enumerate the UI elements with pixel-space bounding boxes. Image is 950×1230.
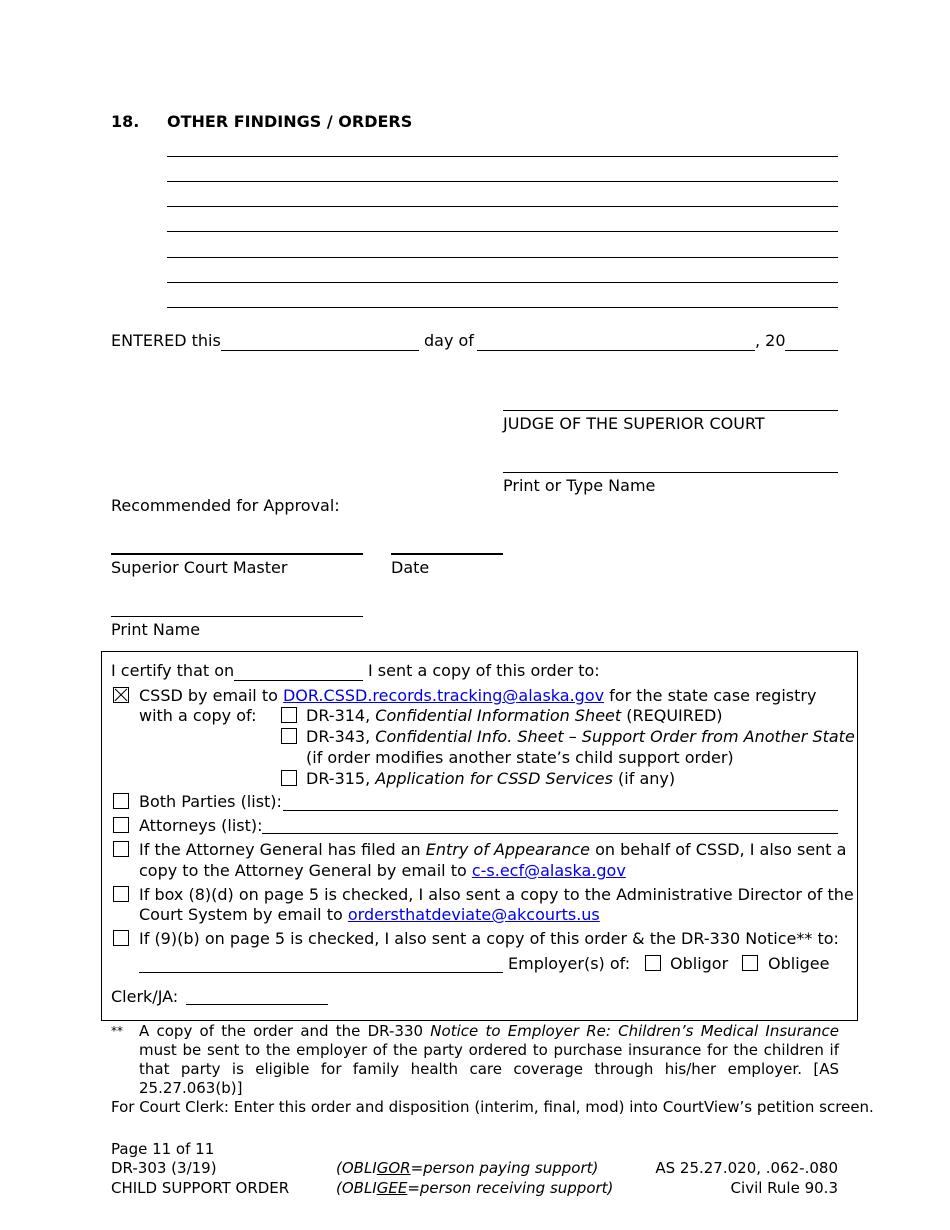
- clerk-line[interactable]: [186, 1004, 328, 1005]
- obligee-checkbox[interactable]: [742, 955, 758, 971]
- attorneys-checkbox[interactable]: [113, 817, 129, 833]
- master-date-line[interactable]: [391, 553, 503, 555]
- master-name-line[interactable]: [111, 616, 363, 617]
- page-number: Page 11 of 11: [111, 1140, 215, 1158]
- certify-intro: I certify that on: [111, 661, 235, 680]
- both-parties-label: Both Parties (list):: [139, 792, 282, 811]
- recommended-label: Recommended for Approval:: [111, 496, 340, 515]
- ag-line-1: If the Attorney General has filed an Entry of Appearance on behalf of CSSD, I also sent a: [139, 840, 847, 859]
- ag-checkbox[interactable]: [113, 841, 129, 857]
- dr315-checkbox[interactable]: [281, 770, 297, 786]
- attorneys-label: Attorneys (list):: [139, 816, 263, 835]
- print-name-label: Print Name: [111, 620, 201, 639]
- ag-line-2: copy to the Attorney General by email to c-s.ecf@alaska.gov: [139, 861, 626, 880]
- dr343-checkbox[interactable]: [281, 728, 297, 744]
- entered-label: ENTERED this: [111, 331, 221, 350]
- obligor-definition: (OBLIGOR=person paying support): [336, 1159, 599, 1177]
- judge-label: JUDGE OF THE SUPERIOR COURT: [503, 414, 765, 433]
- master-label: Superior Court Master: [111, 558, 288, 577]
- box9-label: If (9)(b) on page 5 is checked, I also sent a copy of this order & the DR-330 Notice** to:: [139, 929, 839, 948]
- certify-date-line[interactable]: [234, 680, 363, 681]
- judge-signature-line[interactable]: [503, 410, 838, 411]
- obligor-label: Obligor: [670, 954, 729, 973]
- clerk-note: For Court Clerk: Enter this order and disposition (interim, final, mod) into CourtView’s petition screen.: [111, 1098, 874, 1116]
- cssd-email-link[interactable]: DOR.CSSD.records.tracking@alaska.gov: [282, 686, 605, 705]
- day-of-label: day of: [424, 331, 474, 350]
- dr343-label: DR-343, Confidential Info. Sheet – Support Order from Another State: [306, 727, 855, 746]
- cssd-checkbox[interactable]: [113, 687, 129, 703]
- attorneys-line[interactable]: [262, 833, 838, 834]
- box8-checkbox[interactable]: [113, 886, 129, 902]
- footnote-text: A copy of the order and the DR-330 Notice to Employer Re: Children’s Medical Insurance must be sent to the employer of the party ordered to purchase insurance for the children if that party is eligible for family health care coverage through his/her employer. [AS 25.27.063(b)]: [139, 1022, 839, 1097]
- box9-checkbox[interactable]: [113, 930, 129, 946]
- box8-line-2: Court System by email to ordersthatdeviate@akcourts.us: [139, 905, 600, 924]
- dr314-checkbox[interactable]: [281, 707, 297, 723]
- print-type-name-label: Print or Type Name: [503, 476, 656, 495]
- ag-email-link[interactable]: c-s.ecf@alaska.gov: [471, 861, 626, 880]
- obligee-definition: (OBLIGEE=person receiving support): [336, 1179, 614, 1197]
- clerk-label: Clerk/JA:: [111, 987, 179, 1006]
- cssd-line: CSSD by email to DOR.CSSD.records.tracking@alaska.gov for the state case registry: [139, 686, 817, 705]
- statute-ref: AS 25.27.020, .062-.080: [655, 1159, 838, 1177]
- date-label: Date: [391, 558, 430, 577]
- both-parties-checkbox[interactable]: [113, 793, 129, 809]
- dr343-note: (if order modifies another state’s child support order): [306, 748, 734, 767]
- employer-line[interactable]: [139, 972, 503, 973]
- year-prefix: , 20: [755, 331, 786, 350]
- box8-line-1: If box (8)(d) on page 5 is checked, I also sent a copy to the Administrative Director of the: [139, 885, 854, 904]
- certify-intro-end: I sent a copy of this order to:: [368, 661, 600, 680]
- form-title: CHILD SUPPORT ORDER: [111, 1179, 290, 1197]
- footnote-stars: **: [111, 1024, 123, 1038]
- box8-email-link[interactable]: ordersthatdeviate@akcourts.us: [347, 905, 600, 924]
- dr315-label: DR-315, Application for CSSD Services (if any): [306, 769, 676, 788]
- master-signature-line[interactable]: [111, 553, 363, 555]
- judge-name-line[interactable]: [503, 472, 838, 473]
- entered-month-line[interactable]: [477, 350, 755, 351]
- entered-year-line[interactable]: [785, 350, 838, 351]
- obligee-label: Obligee: [768, 954, 830, 973]
- form-number: DR-303 (3/19): [111, 1159, 217, 1177]
- entered-day-line[interactable]: [221, 350, 419, 351]
- dr314-label: DR-314, Confidential Information Sheet (REQUIRED): [306, 706, 723, 725]
- employer-label: Employer(s) of:: [508, 954, 631, 973]
- section-title: OTHER FINDINGS / ORDERS: [167, 112, 413, 131]
- both-parties-line[interactable]: [283, 810, 838, 811]
- section-number: 18.: [111, 112, 140, 131]
- rule-ref: Civil Rule 90.3: [730, 1179, 838, 1197]
- obligor-checkbox[interactable]: [645, 955, 661, 971]
- with-copy-label: with a copy of:: [139, 706, 257, 725]
